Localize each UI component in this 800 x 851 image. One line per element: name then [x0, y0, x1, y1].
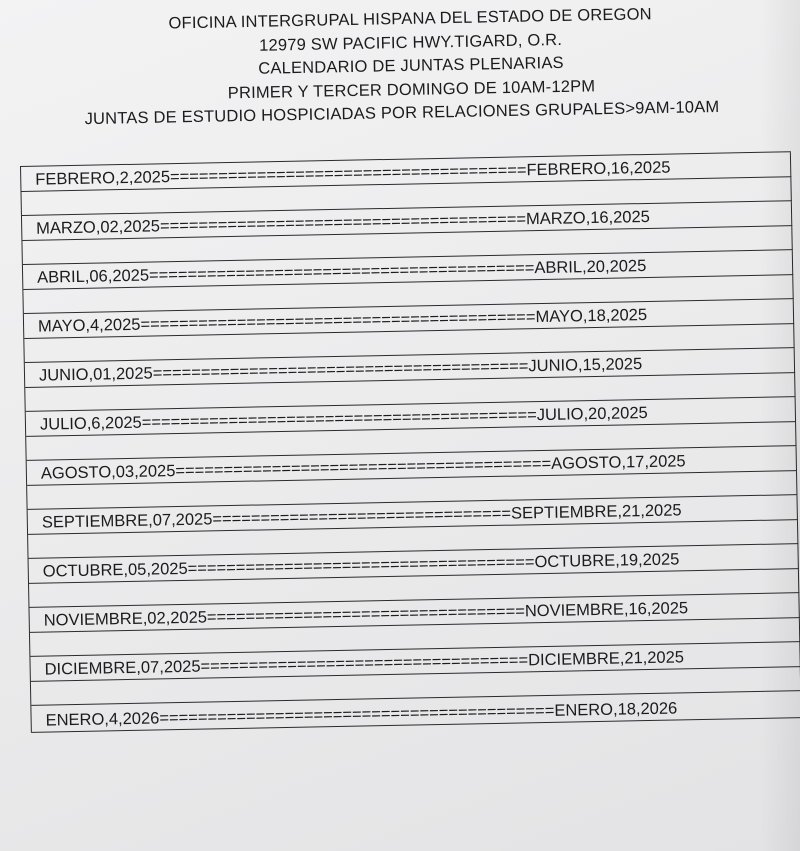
row-text: JULIO,6,2025=========================================JULIO,20,2025 — [39, 403, 648, 434]
header-address: 12979 SW PACIFIC HWY.TIGARD, O.R. — [258, 30, 563, 55]
header-office-name: OFICINA INTERGRUPAL HISPANA DEL ESTADO DE OREGON — [168, 5, 652, 33]
row-text: MAYO,4,2025=========================================MAYO,18,2025 — [37, 305, 648, 336]
row-text: MARZO,02,2025======================================MARZO,16,2025 — [36, 207, 651, 238]
document-header — [84, 2, 732, 132]
header-study-meetings: JUNTAS DE ESTUDIO HOSPICIADAS POR RELACIONES GRUPALES>9AM-10AM — [84, 97, 720, 129]
meeting-calendar-table — [20, 151, 800, 733]
row-text: FEBRERO,2,2025=====================================FEBRERO,16,2025 — [35, 158, 671, 189]
header-schedule: PRIMER Y TERCER DOMINGO DE 10AM-12PM — [227, 76, 596, 102]
row-text: NOVIEMBRE,02,2025=================================NOVIEMBRE,16,2025 — [43, 599, 689, 630]
row-text: OCTUBRE,05,2025====================================OCTUBRE,19,2025 — [42, 550, 680, 581]
row-text: SEPTIEMBRE,07,2025===============================SEPTIEMBRE,21,2025 — [41, 501, 682, 532]
row-text: DICIEMBRE,07,2025==================================DICIEMBRE,21,2025 — [44, 648, 685, 679]
row-text: JUNIO,01,2025=======================================JUNIO,15,2025 — [38, 355, 643, 385]
header-calendar-title: CALENDARIO DE JUNTAS PLENARIAS — [258, 53, 564, 78]
row-text: AGOSTO,03,2025=======================================AGOSTO,17,2025 — [40, 452, 686, 483]
row-text: ENERO,4,2026=========================================ENERO,18,2026 — [45, 699, 678, 730]
row-text: ABRIL,06,2025========================================ABRIL,20,2025 — [36, 256, 647, 287]
